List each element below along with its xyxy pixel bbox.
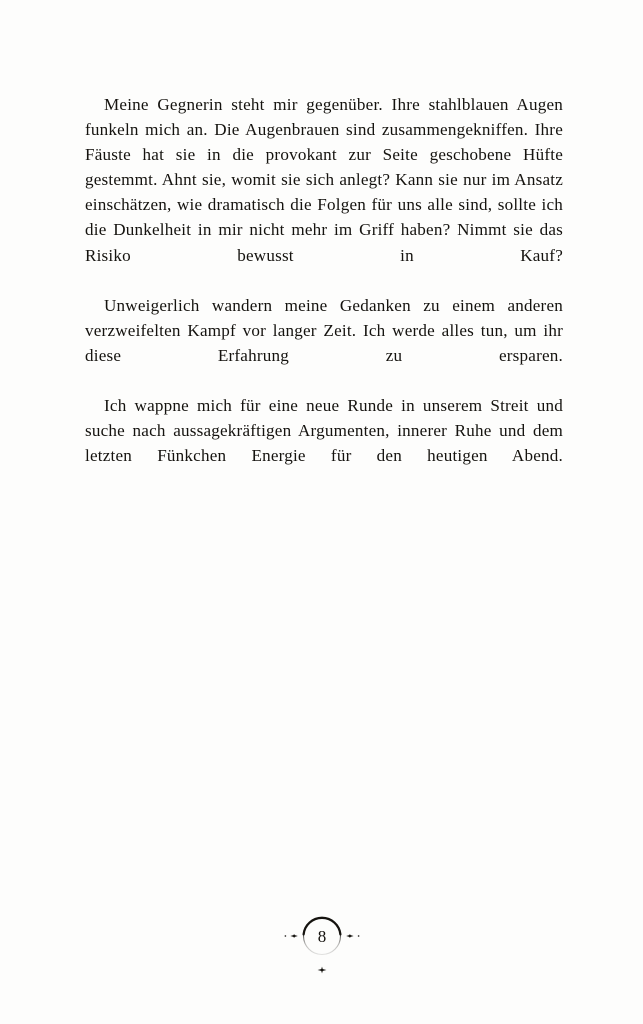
page-folio — [0, 898, 643, 1002]
folio-ornament — [257, 898, 387, 1002]
paragraph: Unweigerlich wandern meine Gedanken zu einem anderen verzweifelten Kampf vor langer Zeit. Ich werde alles tun, um ihr diese Erfahrung zu ersparen. — [85, 295, 563, 365]
paragraph: Meine Gegnerin steht mir gegenüber. Ihre stahlblauen Augen funkeln mich an. Die Augenbrauen sind zusammengekniffen. Ihre Fäuste hat sie in die provokant zur Seite geschobene Hüfte gestemmt. Ahnt sie, womit sie sich anlegt? Kann sie nur im Ansatz einschätzen, wie dramatisch die Folgen für uns alle sind, sollte ich die Dunkelheit in mir nicht mehr im Griff haben? Nimmt sie das Risiko bewusst in Kauf? — [85, 95, 563, 265]
body-text — [85, 92, 563, 494]
sparkle-bottom-icon — [317, 967, 326, 974]
sparkle-right-icon — [346, 934, 359, 938]
sparkle-left-icon — [284, 934, 297, 938]
paragraph: Ich wappne mich für eine neue Runde in unserem Streit und suche nach aussagekräftigen Argumenten, innerer Ruhe und dem letzten Fünkchen Energie für den heutigen Abend. — [85, 396, 563, 466]
page-number: 8 — [317, 927, 326, 946]
